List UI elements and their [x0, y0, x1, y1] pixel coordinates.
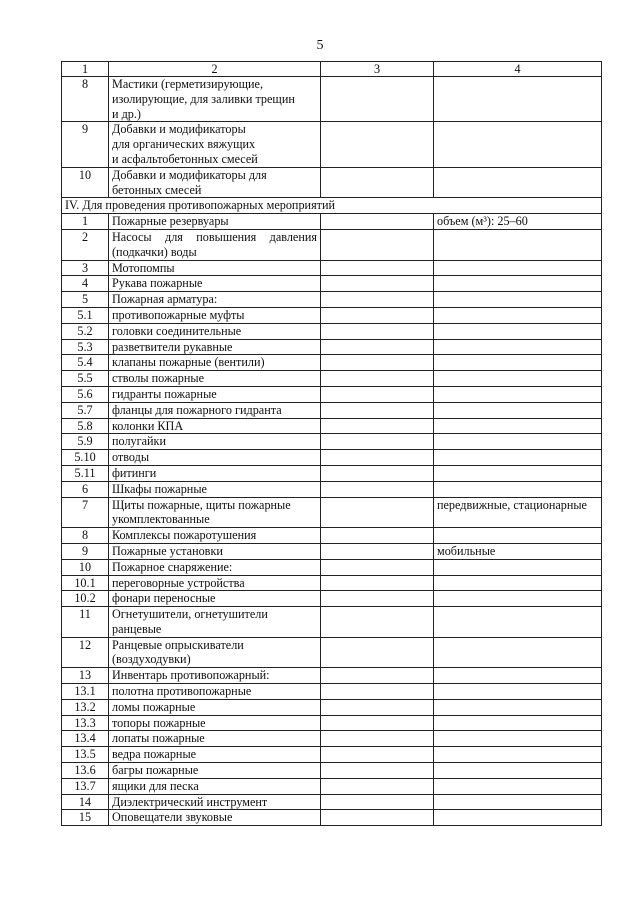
row-name-cell: лопаты пожарные [109, 731, 321, 747]
row-col4-cell [434, 763, 602, 779]
table-row [62, 307, 602, 323]
row-name-cell: Ранцевые опрыскиватели (воздуходувки) [109, 637, 321, 668]
row-number-cell: 5.2 [62, 323, 109, 339]
row-col4-cell [434, 528, 602, 544]
row-number-cell: 5.5 [62, 371, 109, 387]
row-col3-cell [321, 292, 434, 308]
row-col3-cell [321, 637, 434, 668]
row-col3-cell [321, 699, 434, 715]
row-name-cell: разветвители рукавные [109, 339, 321, 355]
table-row [62, 260, 602, 276]
row-name-cell: отводы [109, 450, 321, 466]
row-name-cell: Добавки и модификаторы для органических вяжущих и асфальтобетонных смесей [109, 122, 321, 167]
table-row [62, 481, 602, 497]
section-row [62, 198, 602, 214]
row-col3-cell [321, 715, 434, 731]
row-col4-cell [434, 122, 602, 167]
table-row [62, 810, 602, 826]
row-col4-cell [434, 386, 602, 402]
row-number-cell: 13.3 [62, 715, 109, 731]
row-col4-cell [434, 810, 602, 826]
row-col4-cell [434, 292, 602, 308]
header-cell-2: 2 [109, 62, 321, 77]
row-col3-cell [321, 450, 434, 466]
row-number-cell: 2 [62, 229, 109, 260]
row-name-cell: фонари переносные [109, 591, 321, 607]
row-col3-cell [321, 559, 434, 575]
row-col3-cell [321, 307, 434, 323]
row-number-cell: 13.2 [62, 699, 109, 715]
row-col3-cell [321, 229, 434, 260]
table-row [62, 528, 602, 544]
row-col3-cell [321, 497, 434, 528]
table-row [62, 731, 602, 747]
table-row [62, 794, 602, 810]
row-col3-cell [321, 607, 434, 638]
row-col3-cell [321, 778, 434, 794]
row-name-cell: Щиты пожарные, щиты пожарные укомплектованные [109, 497, 321, 528]
row-number-cell: 10 [62, 167, 109, 198]
row-name-cell: Пожарные резервуары [109, 214, 321, 230]
row-number-cell: 4 [62, 276, 109, 292]
row-name-cell: багры пожарные [109, 763, 321, 779]
table-row [62, 668, 602, 684]
table-row [62, 386, 602, 402]
row-number-cell: 11 [62, 607, 109, 638]
row-name-cell: Мотопомпы [109, 260, 321, 276]
row-number-cell: 5.7 [62, 402, 109, 418]
row-col3-cell [321, 668, 434, 684]
row-col4-cell [434, 323, 602, 339]
page-number: 5 [316, 38, 324, 53]
row-col3-cell [321, 465, 434, 481]
table-row [62, 637, 602, 668]
row-col3-cell [321, 122, 434, 167]
row-name-cell: противопожарные муфты [109, 307, 321, 323]
row-number-cell: 5.8 [62, 418, 109, 434]
row-col3-cell [321, 323, 434, 339]
table-row [62, 715, 602, 731]
row-col4-cell [434, 465, 602, 481]
row-col3-cell [321, 214, 434, 230]
row-col4-cell [434, 559, 602, 575]
header-cell-3: 3 [321, 62, 434, 77]
row-name-cell: стволы пожарные [109, 371, 321, 387]
table-row [62, 465, 602, 481]
row-col3-cell [321, 355, 434, 371]
row-col4-cell [434, 260, 602, 276]
row-name-cell: ведра пожарные [109, 747, 321, 763]
row-col3-cell [321, 794, 434, 810]
row-col3-cell [321, 684, 434, 700]
row-number-cell: 13.1 [62, 684, 109, 700]
row-number-cell: 13 [62, 668, 109, 684]
table-row [62, 684, 602, 700]
row-col4-cell: передвижные, стационарные [434, 497, 602, 528]
row-name-cell: Пожарная арматура: [109, 292, 321, 308]
row-number-cell: 10.1 [62, 575, 109, 591]
row-col4-cell [434, 747, 602, 763]
row-col3-cell [321, 371, 434, 387]
row-col4-cell [434, 167, 602, 198]
table-row [62, 229, 602, 260]
row-name-cell: фланцы для пожарного гидранта [109, 402, 321, 418]
table-row [62, 418, 602, 434]
row-number-cell: 5.1 [62, 307, 109, 323]
row-name-cell: Мастики (герметизирующие, изолирующие, для заливки трещин и др.) [109, 77, 321, 122]
table-row [62, 323, 602, 339]
row-col3-cell [321, 77, 434, 122]
row-col4-cell: объем (м³): 25–60 [434, 214, 602, 230]
row-name-cell: Оповещатели звуковые [109, 810, 321, 826]
row-col4-cell [434, 481, 602, 497]
row-number-cell: 3 [62, 260, 109, 276]
row-number-cell: 5.11 [62, 465, 109, 481]
row-name-cell: колонки КПА [109, 418, 321, 434]
table-row [62, 747, 602, 763]
row-name-cell: ящики для песка [109, 778, 321, 794]
table-row [62, 434, 602, 450]
row-name-cell: клапаны пожарные (вентили) [109, 355, 321, 371]
row-number-cell: 5 [62, 292, 109, 308]
table-header-row [62, 62, 602, 77]
row-col4-cell [434, 371, 602, 387]
row-col4-cell [434, 339, 602, 355]
row-col3-cell [321, 402, 434, 418]
row-col4-cell [434, 699, 602, 715]
row-col3-cell [321, 260, 434, 276]
row-col4-cell [434, 794, 602, 810]
row-name-cell: Добавки и модификаторы для бетонных смесей [109, 167, 321, 198]
row-col3-cell [321, 731, 434, 747]
row-number-cell: 14 [62, 794, 109, 810]
row-number-cell: 6 [62, 481, 109, 497]
table-row [62, 778, 602, 794]
row-number-cell: 5.4 [62, 355, 109, 371]
row-name-cell: Насосы для повышения давления (подкачки) воды [109, 229, 321, 260]
row-col3-cell [321, 591, 434, 607]
table-row [62, 292, 602, 308]
row-name-cell: Рукава пожарные [109, 276, 321, 292]
section-title: IV. Для проведения противопожарных мероприятий [62, 198, 602, 214]
table-row [62, 497, 602, 528]
row-number-cell: 13.4 [62, 731, 109, 747]
row-col3-cell [321, 810, 434, 826]
document-table [61, 61, 602, 826]
row-number-cell: 12 [62, 637, 109, 668]
row-number-cell: 8 [62, 77, 109, 122]
row-number-cell: 15 [62, 810, 109, 826]
row-name-cell: ломы пожарные [109, 699, 321, 715]
row-col4-cell [434, 575, 602, 591]
row-number-cell: 5.3 [62, 339, 109, 355]
row-col4-cell [434, 229, 602, 260]
table-row [62, 607, 602, 638]
row-col4-cell [434, 637, 602, 668]
row-col4-cell [434, 778, 602, 794]
row-name-cell: фитинги [109, 465, 321, 481]
row-col4-cell [434, 715, 602, 731]
row-col4-cell [434, 450, 602, 466]
row-number-cell: 7 [62, 497, 109, 528]
table-row [62, 543, 602, 559]
table-row [62, 122, 602, 167]
row-number-cell: 13.7 [62, 778, 109, 794]
row-name-cell: переговорные устройства [109, 575, 321, 591]
row-name-cell: полугайки [109, 434, 321, 450]
row-number-cell: 5.6 [62, 386, 109, 402]
row-number-cell: 9 [62, 122, 109, 167]
row-number-cell: 13.5 [62, 747, 109, 763]
table-row [62, 575, 602, 591]
header-cell-4: 4 [434, 62, 602, 77]
table-row [62, 763, 602, 779]
row-col4-cell [434, 276, 602, 292]
row-col3-cell [321, 167, 434, 198]
row-col3-cell [321, 543, 434, 559]
row-col3-cell [321, 418, 434, 434]
row-number-cell: 5.9 [62, 434, 109, 450]
row-col3-cell [321, 763, 434, 779]
row-col4-cell [434, 307, 602, 323]
row-number-cell: 5.10 [62, 450, 109, 466]
row-col3-cell [321, 528, 434, 544]
row-name-cell: Инвентарь противопожарный: [109, 668, 321, 684]
row-col4-cell [434, 402, 602, 418]
header-cell-1: 1 [62, 62, 109, 77]
table-row [62, 214, 602, 230]
row-col4-cell [434, 418, 602, 434]
row-name-cell: Пожарное снаряжение: [109, 559, 321, 575]
row-number-cell: 8 [62, 528, 109, 544]
row-col4-cell [434, 434, 602, 450]
table-row [62, 699, 602, 715]
row-col4-cell [434, 668, 602, 684]
row-number-cell: 1 [62, 214, 109, 230]
row-col4-cell: мобильные [434, 543, 602, 559]
row-col4-cell [434, 607, 602, 638]
table-row [62, 276, 602, 292]
row-col3-cell [321, 481, 434, 497]
table-row [62, 167, 602, 198]
row-name-cell: головки соединительные [109, 323, 321, 339]
row-col3-cell [321, 747, 434, 763]
row-name-cell: Комплексы пожаротушения [109, 528, 321, 544]
row-name-cell: гидранты пожарные [109, 386, 321, 402]
table-row [62, 339, 602, 355]
table-row [62, 77, 602, 122]
row-col3-cell [321, 434, 434, 450]
row-number-cell: 9 [62, 543, 109, 559]
row-col4-cell [434, 591, 602, 607]
table-row [62, 450, 602, 466]
row-name-cell: Шкафы пожарные [109, 481, 321, 497]
row-name-cell: Огнетушители, огнетушители ранцевые [109, 607, 321, 638]
table-row [62, 591, 602, 607]
table-row [62, 559, 602, 575]
row-name-cell: полотна противопожарные [109, 684, 321, 700]
table-row [62, 371, 602, 387]
table-row [62, 402, 602, 418]
row-col3-cell [321, 386, 434, 402]
row-name-cell: Диэлектрический инструмент [109, 794, 321, 810]
row-col4-cell [434, 731, 602, 747]
row-col3-cell [321, 339, 434, 355]
row-name-cell: топоры пожарные [109, 715, 321, 731]
row-col3-cell [321, 276, 434, 292]
row-number-cell: 10.2 [62, 591, 109, 607]
row-number-cell: 10 [62, 559, 109, 575]
row-col4-cell [434, 77, 602, 122]
row-number-cell: 13.6 [62, 763, 109, 779]
row-name-cell: Пожарные установки [109, 543, 321, 559]
row-col4-cell [434, 684, 602, 700]
table-row [62, 355, 602, 371]
row-col4-cell [434, 355, 602, 371]
row-col3-cell [321, 575, 434, 591]
